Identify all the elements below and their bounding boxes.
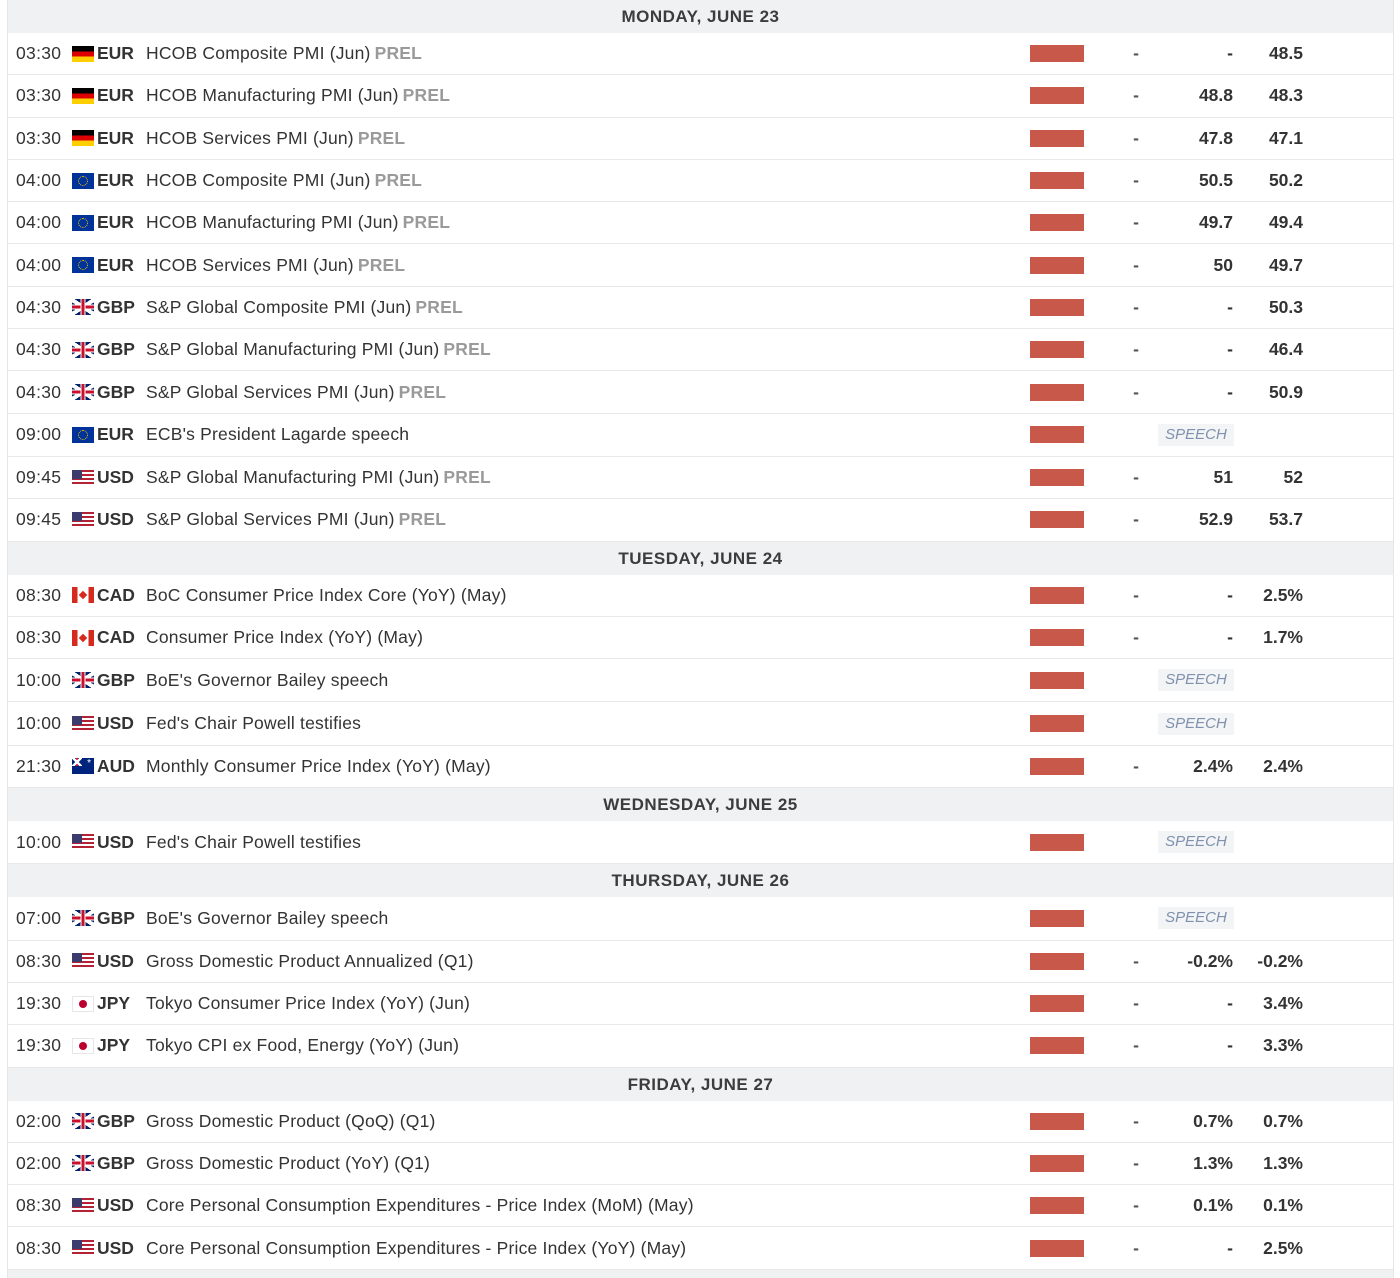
event-time: 02:00 [16,1152,62,1173]
event-row[interactable] [8,414,1393,457]
consensus-value: - [1227,584,1233,605]
previous-value: -0.2% [1257,950,1303,971]
impact-bar [1030,758,1084,775]
event-title: HCOB Manufacturing PMI (Jun) [146,85,399,106]
event-name[interactable] [146,85,450,106]
consensus-value: 50 [1213,254,1233,275]
event-title: HCOB Services PMI (Jun) [146,127,354,148]
impact-bar [1030,426,1084,443]
previous-value: 0.1% [1263,1195,1303,1216]
event-time: 19:30 [16,1035,62,1056]
day-header: MONDAY, JUNE 23 [8,0,1393,33]
event-time: 03:30 [16,43,62,64]
event-time: 04:30 [16,339,62,360]
event-row[interactable] [8,1227,1393,1269]
impact-bar [1030,299,1084,316]
actual-value: - [1133,993,1139,1014]
actual-value: - [1133,43,1139,64]
event-time: 08:30 [16,1237,62,1258]
previous-value: 2.5% [1263,1237,1303,1258]
currency-code: GBP [97,381,135,402]
event-row[interactable] [8,160,1393,202]
eu-flag-icon [72,173,94,189]
actual-value: - [1133,755,1139,776]
consensus-value: - [1227,993,1233,1014]
event-row[interactable] [8,1101,1393,1143]
prel-tag: PREL [415,296,463,317]
event-time: 10:00 [16,713,62,734]
prel-tag: PREL [357,254,406,275]
currency-code: EUR [97,43,134,64]
event-name[interactable] [146,467,491,488]
currency-code: EUR [97,254,134,275]
previous-value: 53.7 [1268,509,1303,530]
previous-value: 47.1 [1268,127,1303,148]
event-time: 09:00 [16,424,62,445]
gb-flag-icon [72,1155,94,1171]
event-row[interactable] [8,371,1393,413]
event-row[interactable] [8,821,1393,864]
event-row[interactable] [8,118,1393,160]
event-row[interactable] [8,499,1393,541]
event-name[interactable] [146,627,423,648]
jp-flag-icon [72,996,94,1012]
event-name[interactable] [146,1238,686,1259]
previous-value: 1.3% [1263,1152,1303,1173]
economic-calendar [7,0,1394,1278]
currency-code: GBP [97,1110,135,1131]
speech-badge: SPEECH [1158,669,1234,691]
impact-bar [1030,341,1084,358]
event-name[interactable] [146,1153,430,1174]
gb-flag-icon [72,384,94,400]
impact-bar [1030,214,1084,231]
impact-bar [1030,672,1084,689]
speech-badge: SPEECH [1158,831,1234,853]
impact-bar [1030,1155,1084,1172]
event-row[interactable] [8,575,1393,617]
consensus-value: - [1227,339,1233,360]
impact-bar [1030,1037,1084,1054]
prel-tag: PREL [374,43,423,64]
currency-code: GBP [97,1152,135,1173]
consensus-value: 51 [1213,467,1233,488]
day-header: FRIDAY, JUNE 27 [8,1068,1393,1101]
currency-code: USD [97,467,134,488]
event-name[interactable] [146,297,463,318]
previous-value: 2.4% [1263,755,1303,776]
impact-bar [1030,953,1084,970]
currency-code: USD [97,509,134,530]
previous-value: 1.7% [1263,627,1303,647]
event-time: 10:00 [16,831,62,852]
event-name[interactable] [146,756,491,777]
event-time: 04:00 [16,212,62,233]
speech-badge: SPEECH [1158,713,1234,735]
actual-value: - [1133,1035,1139,1056]
event-name[interactable] [146,128,405,149]
event-time: 08:30 [16,627,62,647]
event-title: Gross Domestic Product Annualized (Q1) [146,950,474,971]
event-name[interactable] [146,1195,694,1216]
consensus-value: 2.4% [1193,755,1233,776]
previous-value: 46.4 [1268,339,1303,360]
event-name[interactable] [146,585,507,606]
us-flag-icon [72,834,94,850]
consensus-value: - [1227,1237,1233,1258]
event-name[interactable] [146,170,422,191]
actual-value: - [1133,1195,1139,1216]
currency-code: EUR [97,170,134,191]
event-title: Gross Domestic Product (QoQ) (Q1) [146,1110,436,1131]
previous-value: 50.3 [1268,296,1303,317]
impact-bar [1030,834,1084,851]
event-title: ECB's President Lagarde speech [146,424,410,445]
consensus-value: - [1227,1035,1233,1056]
de-flag-icon [72,130,94,146]
prel-tag: PREL [402,85,451,106]
event-row[interactable] [8,202,1393,244]
event-name[interactable] [146,951,474,972]
currency-code: JPY [97,1035,131,1056]
previous-value: 49.4 [1268,212,1303,233]
impact-bar [1030,715,1084,732]
gb-flag-icon [72,342,94,358]
event-time: 08:30 [16,1195,62,1216]
ca-flag-icon [72,587,94,603]
us-flag-icon [72,1198,94,1214]
us-flag-icon [72,470,94,486]
currency-code: JPY [97,993,131,1014]
actual-value: - [1133,950,1139,971]
speech-badge: SPEECH [1158,907,1234,929]
event-row[interactable] [8,659,1393,702]
impact-bar [1030,995,1084,1012]
event-row[interactable] [8,244,1393,286]
event-time: 03:30 [16,127,62,148]
eu-flag-icon [72,215,94,231]
prel-tag: PREL [443,467,491,488]
impact-bar [1030,469,1084,486]
event-title: Tokyo CPI ex Food, Energy (YoY) (Jun) [146,1035,460,1056]
event-row[interactable] [8,897,1393,940]
event-row[interactable] [8,702,1393,745]
impact-bar [1030,87,1084,104]
event-title: HCOB Services PMI (Jun) [146,254,354,275]
currency-code: GBP [97,339,135,360]
consensus-value: 50.5 [1198,170,1233,191]
event-time: 19:30 [16,993,62,1014]
event-row[interactable] [8,1025,1393,1067]
previous-value: 52 [1283,467,1303,488]
day-header: WEDNESDAY, JUNE 25 [8,788,1393,821]
event-row[interactable] [8,1185,1393,1227]
event-time: 04:30 [16,381,62,402]
us-flag-icon [72,716,94,732]
actual-value: - [1133,254,1139,275]
us-flag-icon [72,512,94,528]
jp-flag-icon [72,1038,94,1054]
currency-code: EUR [97,127,134,148]
consensus-value: - [1227,381,1233,402]
impact-bar [1030,1113,1084,1130]
event-row[interactable] [8,33,1393,75]
previous-value: 49.7 [1268,254,1303,275]
impact-bar [1030,511,1084,528]
actual-value: - [1133,212,1139,233]
eu-flag-icon [72,257,94,273]
previous-value: 50.2 [1268,170,1303,191]
consensus-value: - [1227,43,1233,64]
au-flag-icon [72,758,94,774]
event-name[interactable] [146,212,450,233]
event-title: BoE's Governor Bailey speech [146,669,389,690]
impact-bar [1030,172,1084,189]
event-row[interactable] [8,617,1393,659]
previous-value: 48.5 [1268,43,1303,64]
event-name[interactable] [146,832,361,853]
event-time: 04:00 [16,254,62,275]
event-title: S&P Global Composite PMI (Jun) [146,296,412,317]
event-title: Monthly Consumer Price Index (YoY) (May) [146,755,491,776]
eu-flag-icon [72,427,94,443]
actual-value: - [1133,296,1139,317]
event-time: 21:30 [16,755,62,776]
currency-code: EUR [97,212,134,233]
currency-code: USD [97,1237,134,1258]
consensus-value: - [1227,627,1233,647]
consensus-value: 1.3% [1193,1152,1233,1173]
event-title: Consumer Price Index (YoY) (May) [146,627,424,647]
event-time: 10:00 [16,669,62,690]
event-time: 04:30 [16,296,62,317]
day-header: THURSDAY, JUNE 26 [8,864,1393,897]
actual-value: - [1133,467,1139,488]
currency-code: USD [97,1195,134,1216]
prel-tag: PREL [443,339,491,360]
event-time: 07:00 [16,907,62,928]
gb-flag-icon [72,672,94,688]
bottom-divider [8,1270,1393,1278]
currency-code: USD [97,950,134,971]
consensus-value: 0.7% [1193,1110,1233,1131]
actual-value: - [1133,584,1139,605]
event-row[interactable] [8,457,1393,499]
consensus-value: 47.8 [1198,127,1233,148]
event-title: Core Personal Consumption Expenditures - Price Index (MoM) (May) [146,1195,694,1216]
actual-value: - [1133,1110,1139,1131]
event-row[interactable] [8,941,1393,983]
prel-tag: PREL [374,170,423,191]
event-title: HCOB Composite PMI (Jun) [146,43,371,64]
currency-code: USD [97,831,134,852]
event-row[interactable] [8,329,1393,371]
event-title: S&P Global Services PMI (Jun) [146,509,395,530]
prel-tag: PREL [402,212,451,233]
us-flag-icon [72,953,94,969]
event-name[interactable] [146,255,405,276]
actual-value: - [1133,127,1139,148]
event-name[interactable] [146,43,422,64]
currency-code: GBP [97,669,135,690]
event-row[interactable] [8,75,1393,117]
currency-code: EUR [97,85,134,106]
event-time: 02:00 [16,1110,62,1131]
actual-value: - [1133,381,1139,402]
consensus-value: 0.1% [1193,1195,1233,1216]
previous-value: 48.3 [1268,85,1303,106]
currency-code: CAD [97,584,135,605]
impact-bar [1030,257,1084,274]
prel-tag: PREL [357,127,406,148]
actual-value: - [1133,85,1139,106]
event-name[interactable] [146,713,361,734]
consensus-value: 49.7 [1198,212,1233,233]
de-flag-icon [72,46,94,62]
previous-value: 0.7% [1263,1110,1303,1131]
actual-value: - [1133,1152,1139,1173]
event-name[interactable] [146,1111,436,1132]
actual-value: - [1133,170,1139,191]
event-row[interactable] [8,1143,1393,1185]
currency-code: CAD [97,627,135,647]
event-title: Core Personal Consumption Expenditures - Price Index (YoY) (May) [146,1237,687,1258]
impact-bar [1030,45,1084,62]
event-time: 09:45 [16,467,62,488]
impact-bar [1030,130,1084,147]
de-flag-icon [72,88,94,104]
previous-value: 2.5% [1263,584,1303,605]
currency-code: GBP [97,907,135,928]
impact-bar [1030,384,1084,401]
gb-flag-icon [72,910,94,926]
event-name[interactable] [146,908,388,929]
currency-code: USD [97,713,134,734]
event-name[interactable] [146,424,409,445]
event-title: S&P Global Manufacturing PMI (Jun) [146,339,440,360]
currency-code: GBP [97,296,135,317]
gb-flag-icon [72,1113,94,1129]
impact-bar [1030,1197,1084,1214]
actual-value: - [1133,509,1139,530]
consensus-value: 52.9 [1198,509,1233,530]
event-time: 08:30 [16,584,62,605]
event-title: HCOB Composite PMI (Jun) [146,170,371,191]
consensus-value: - [1227,296,1233,317]
event-name[interactable] [146,670,388,691]
event-name[interactable] [146,993,470,1014]
currency-code: EUR [97,424,134,445]
event-name[interactable] [146,382,446,403]
day-header: TUESDAY, JUNE 24 [8,542,1393,575]
prel-tag: PREL [398,509,447,530]
event-title: BoE's Governor Bailey speech [146,907,389,928]
actual-value: - [1133,627,1139,647]
event-title: Fed's Chair Powell testifies [146,713,362,734]
event-name[interactable] [146,509,446,530]
gb-flag-icon [72,299,94,315]
prel-tag: PREL [398,381,447,402]
event-title: S&P Global Manufacturing PMI (Jun) [146,467,440,488]
event-row[interactable] [8,287,1393,329]
event-title: S&P Global Services PMI (Jun) [146,381,395,402]
impact-bar [1030,1240,1084,1257]
event-title: Fed's Chair Powell testifies [146,831,362,852]
event-time: 03:30 [16,85,62,106]
event-row[interactable] [8,983,1393,1025]
event-time: 09:45 [16,509,62,530]
event-title: HCOB Manufacturing PMI (Jun) [146,212,399,233]
ca-flag-icon [72,630,94,646]
event-row[interactable] [8,746,1393,788]
consensus-value: 48.8 [1198,85,1233,106]
actual-value: - [1133,339,1139,360]
speech-badge: SPEECH [1158,424,1234,446]
event-title: Gross Domestic Product (YoY) (Q1) [146,1152,431,1173]
consensus-value: -0.2% [1187,950,1233,971]
impact-bar [1030,587,1084,604]
impact-bar [1030,629,1084,646]
event-title: BoC Consumer Price Index Core (YoY) (May) [146,584,507,605]
event-time: 08:30 [16,950,62,971]
event-name[interactable] [146,339,491,360]
previous-value: 3.3% [1263,1035,1303,1056]
impact-bar [1030,910,1084,927]
previous-value: 50.9 [1268,381,1303,402]
actual-value: - [1133,1237,1139,1258]
event-name[interactable] [146,1035,459,1056]
previous-value: 3.4% [1263,993,1303,1014]
us-flag-icon [72,1240,94,1256]
event-time: 04:00 [16,170,62,191]
currency-code: AUD [97,755,135,776]
event-title: Tokyo Consumer Price Index (YoY) (Jun) [146,993,471,1014]
